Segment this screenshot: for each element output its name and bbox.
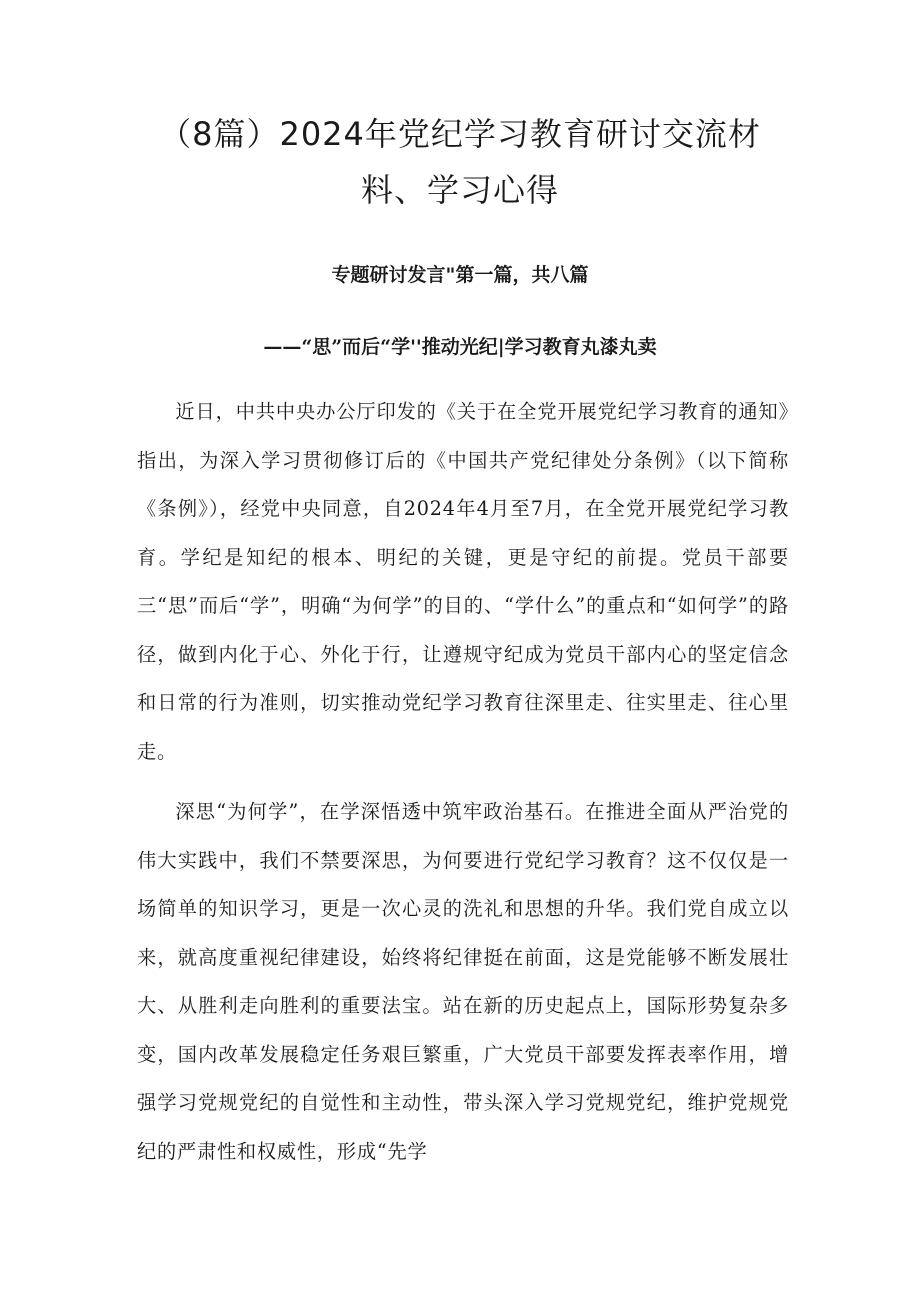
title-line-2: 料、学习心得: [360, 171, 559, 209]
section-heading: 专题研讨发言"第一篇，共八篇: [331, 264, 589, 286]
title-line-1: （8篇）2024年党纪学习教育研讨交流材: [159, 115, 761, 153]
body-paragraph-1: 近日，中共中央办公厅印发的《关于在全党开展党纪学习教育的通知》指出，为深入学习贯彻修订后的《中国共产党纪律处分条例》（以下简称《条例》），经党中央同意，自2024年4月至7月，在全党开展党纪学习教育。学纪是知纪的根本、明纪的关键，更是守纪的前提。党员干部要三“思”而后“学”，明确“为何学”的目的、“学什么”的重点和“如何学”的路径，做到内化于心、外化于行，让遵规守纪成为党员干部内心的坚定信念和日常的行为准则，切实推动党纪学习教育往深里走、往实里走、往心里走。: [137, 400, 789, 763]
body-paragraph-2: 深思“为何学”，在学深悟透中筑牢政治基石。在推进全面从严治党的伟大实践中，我们不禁要深思，为何要进行党纪学习教育？这不仅仅是一场简单的知识学习，更是一次心灵的洗礼和思想的升华。我们党自成立以来，就高度重视纪律建设，始终将纪律挺在前面，这是党能够不断发展壮大、从胜利走向胜利的重要法宝。站在新的历史起点上，国际形势复杂多变，国内改革发展稳定任务艰巨繁重，广大党员干部要发挥表率作用，增强学习党规党纪的自觉性和主动性，带头深入学习党规党纪，维护党规党纪的严肃性和权威性，形成“先学: [137, 800, 789, 1163]
section-subheading: ——“思”而后“学''推动光纪|学习教育丸漆丸卖: [263, 336, 657, 358]
document-title: [130, 106, 790, 218]
